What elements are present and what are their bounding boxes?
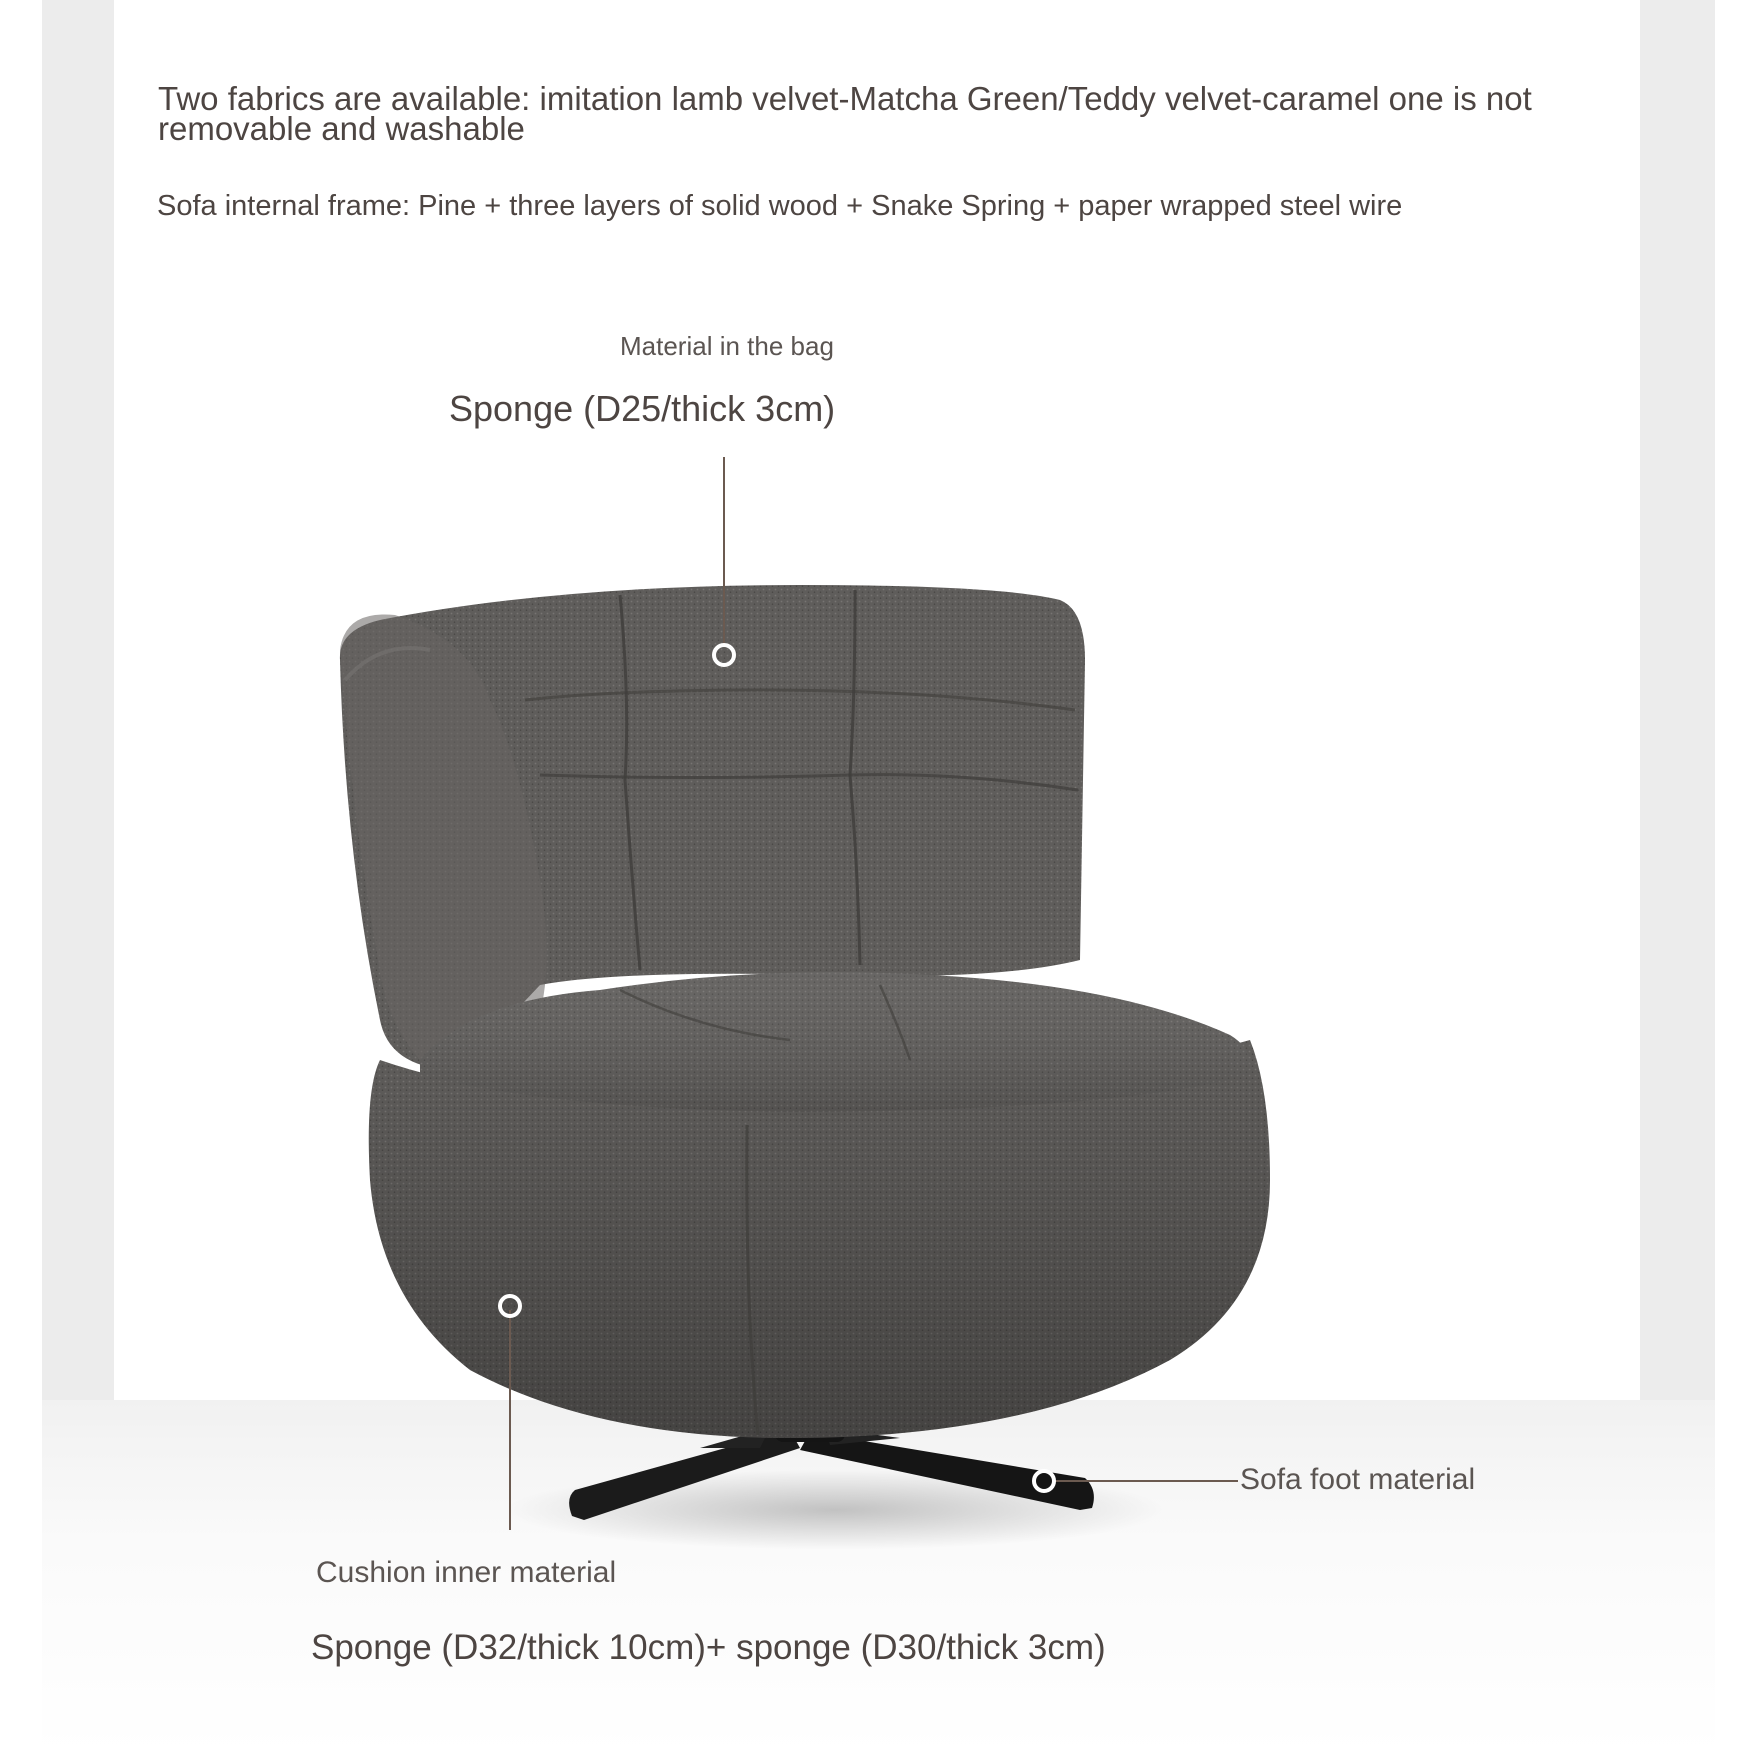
cushion-material-label: Cushion inner material [316,1556,617,1589]
cushion-material-value: Sponge (D32/thick 10cm)+ sponge (D30/thick 3cm) [311,1628,1106,1667]
fabric-description: Two fabrics are available: imitation lamb velvet-Matcha Green/Teddy velvet-caramel one is not removable and washable [158,80,1532,147]
foot-material-label: Sofa foot material [1240,1463,1476,1496]
seat-cushion [420,972,1251,1112]
bag-material-value: Sponge (D25/thick 3cm) [449,388,836,429]
bag-material-label: Material in the bag [620,331,834,361]
frame-description: Sofa internal frame: Pine + three layers of solid wood + Snake Spring + paper wrapped steel wire [157,190,1403,222]
